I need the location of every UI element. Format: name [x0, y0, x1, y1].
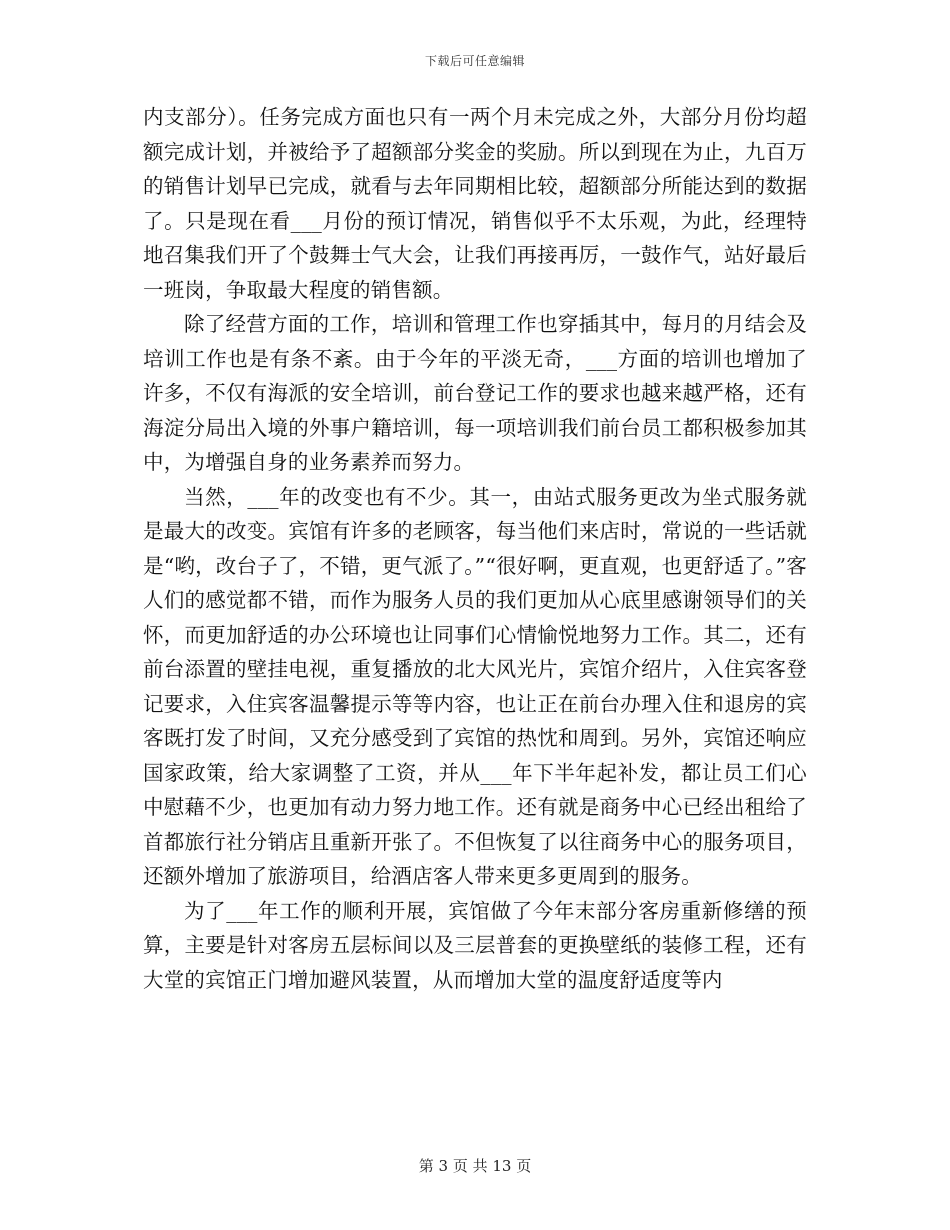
paragraph-2: 除了经营方面的工作，培训和管理工作也穿插其中，每月的月结会及培训工作也是有条不紊。由于今年的平淡无奇，___方面的培训也增加了许多，不仅有海派的安全培训，前台登记工作的要求也越来越严格，还有海淀分局出入境的外事户籍培训，每一项培训我们前台员工都积极参加其中，为增强自身的业务素养而努力。 — [143, 312, 807, 474]
page-number: 第 3 页 共 13 页 — [418, 1157, 532, 1175]
page-header: 下载后可任意编辑 — [424, 54, 525, 68]
paragraph-3: 当然，___年的改变也有不少。其一，由站式服务更改为坐式服务就是最大的改变。宾馆有许多的老顾客，每当他们来店时，常说的一些话就是“哟，改台子了，不错，更气派了。”“很好啊，更直观，也更舒适了。”客人们的感觉都不错，而作为服务人员的我们更加从心底里感谢领导们的关怀，而更加舒适的办公环境也让同事们心情愉悦地努力工作。其二，还有前台添置的壁挂电视，重复播放的北大风光片，宾馆介绍片，入住宾客登记要求，入住宾客温馨提示等等内容，也让正在前台办理入住和退房的宾客既打发了时间，又充分感受到了宾馆的热忱和周到。另外，宾馆还响应国家政策，给大家调整了工资，并从___年下半年起补发，都让员工们心中慰藉不少，也更加有动力努力地工作。还有就是商务中心已经出租给了首都旅行社分销店且重新开张了。不但恢复了以往商务中心的服务项目，还额外增加了旅游项目，给酒店客人带来更多更周到的服务。 — [143, 484, 807, 888]
paragraph-1: 内支部分）。任务完成方面也只有一两个月未完成之外，大部分月份均超额完成计划，并被给予了超额部分奖金的奖励。所以到现在为止，九百万的销售计划早已完成，就看与去年同期相比较，超额部分所能达到的数据了。只是现在看___月份的预订情况，销售似乎不太乐观，为此，经理特地召集我们开了个鼓舞士气大会，让我们再接再厉，一鼓作气，站好最后一班岗，争取最大程度的销售额。 — [143, 105, 807, 302]
document-body — [143, 100, 807, 997]
paragraph-4: 为了___年工作的顺利开展，宾馆做了今年末部分客房重新修缮的预算，主要是针对客房五层标间以及三层普套的更换壁纸的装修工程，还有大堂的宾馆正门增加避风装置，从而增加大堂的温度舒适度等内 — [143, 898, 807, 992]
